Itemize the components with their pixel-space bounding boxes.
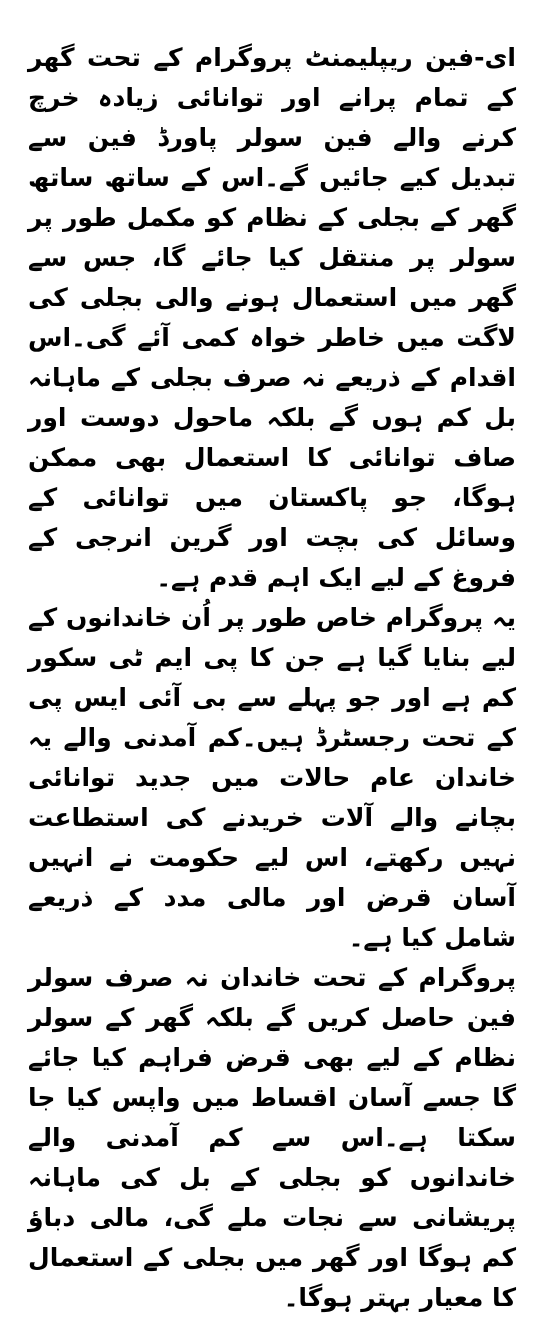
- paragraph-fan-replacement: ای-فین ریپلیمنٹ پروگرام کے تحت گھر کے تمام پرانے اور توانائی زیادہ خرچ کرنے والے فین سولر پاورڈ فین سے تبدیل کیے جائیں گے۔اس کے ساتھ ساتھ گھر کے بجلی کے نظام کو مکمل طور پر سولر پر منتقل کیا جائے گا، جس سے گھر میں استعمال ہونے والی بجلی کی لاگت میں خاطر خواہ کمی آئے گی۔اس اقدام کے ذریعے نہ صرف بجلی کے ماہانہ بل کم ہوں گے بلکہ ماحول دوست اور صاف توانائی کا استعمال بھی ممکن ہوگا، جو پاکستان میں توانائی کے وسائل کی بچت اور گرین انرجی کے فروغ کے لیے ایک اہم قدم ہے۔: [28, 43, 516, 592]
- paragraph-loan-benefits: پروگرام کے تحت خاندان نہ صرف سولر فین حاصل کریں گے بلکہ گھر کے سولر نظام کے لیے بھی قرض فراہم کیا جائے گا جسے آسان اقساط میں واپس کیا جا سکتا ہے۔اس سے کم آمدنی والے خاندانوں کو بجلی کے بل کی ماہانہ پریشانی سے نجات ملے گی، مالی دباؤ کم ہوگا اور گھر میں بجلی کے استعمال کا معیار بہتر ہوگا۔: [28, 963, 516, 1312]
- paragraph-eligibility: یہ پروگرام خاص طور پر اُن خاندانوں کے لیے بنایا گیا ہے جن کا پی ایم ٹی سکور کم ہے اور جو پہلے سے بی آئی ایس پی کے تحت رجسٹرڈ ہیں۔کم آمدنی والے یہ خاندان عام حالات میں جدید توانائی بچانے والے آلات خریدنے کی استطاعت نہیں رکھتے، اس لیے حکومت نے انہیں آسان قرض اور مالی مدد کے ذریعے شامل کیا ہے۔: [28, 603, 516, 952]
